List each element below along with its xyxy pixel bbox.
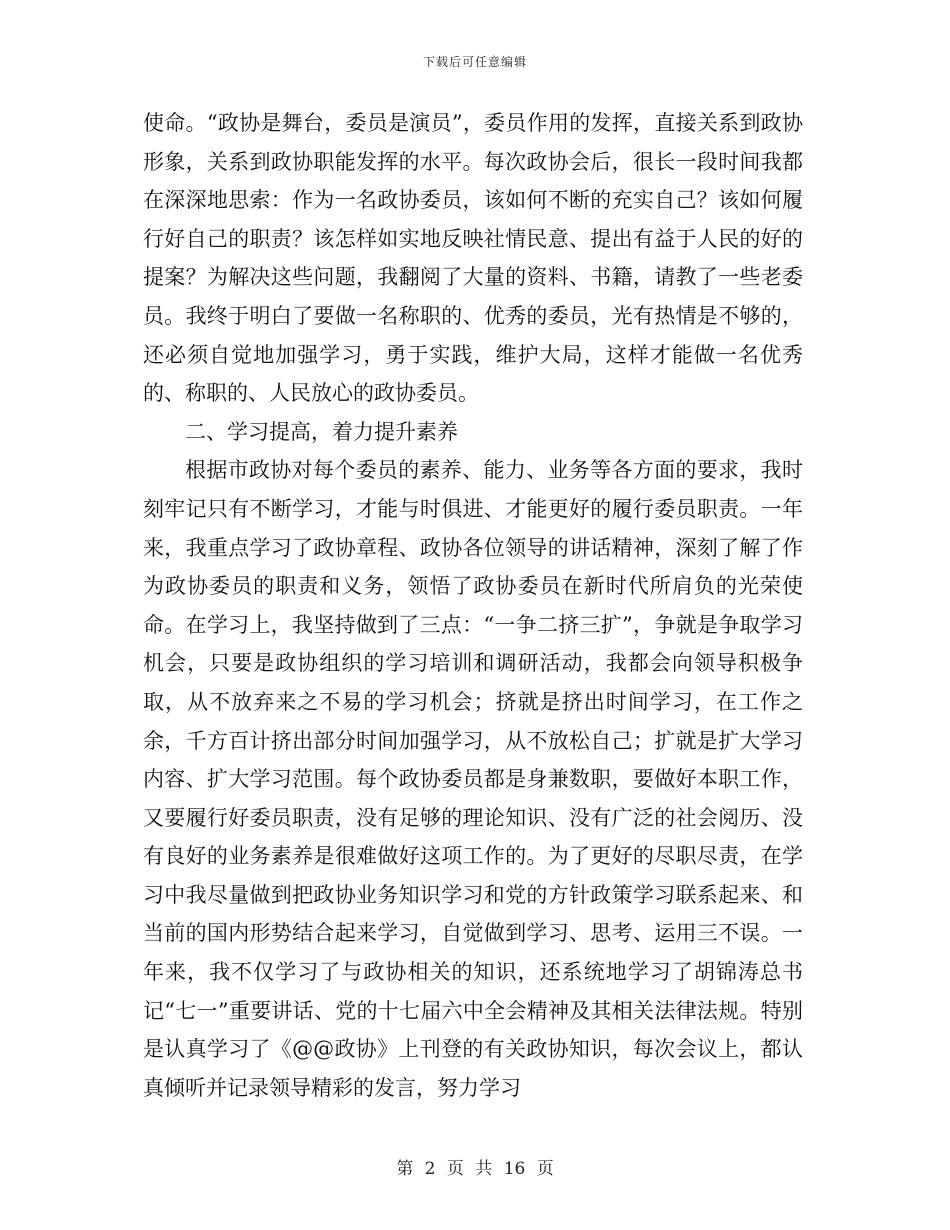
document-body: [143, 104, 803, 1107]
page-header: 下载后可任意编辑: [422, 55, 527, 69]
page-footer: 第 2 页 共 16 页: [396, 1159, 554, 1179]
section-heading: 二、学习提高，着力提升素养: [185, 419, 458, 444]
paragraph-study: 根据市政协对每个委员的素养、能力、业务等各方面的要求，我时刻牢记只有不断学习，才能与时俱进、才能更好的履行委员职责。一年来，我重点学习了政协章程、政协各位领导的讲话精神，深刻了解了作为政协委员的职责和义务，领悟了政协委员在新时代所肩负的光荣使命。在学习上，我坚持做到了三点：“一争二挤三扩”，争就是争取学习机会，只要是政协组织的学习培训和调研活动，我都会向领导积极争取，从不放弃来之不易的学习机会；挤就是挤出时间学习，在工作之余，千方百计挤出部分时间加强学习，从不放松自己；扩就是扩大学习内容、扩大学习范围。每个政协委员都是身兼数职，要做好本职工作，又要履行好委员职责，没有足够的理论知识、没有广泛的社会阅历、没有良好的业务素养是很难做好这项工作的。为了更好的尽职尽责，在学习中我尽量做到把政协业务知识学习和党的方针政策学习联系起来、和当前的国内形势结合起来学习，自觉做到学习、思考、运用三不误。一年来，我不仅学习了与政协相关的知识，还系统地学习了胡锦涛总书记“七一”重要讲话、党的十七届六中全会精神及其相关法律法规。特别是认真学习了《@@政协》上刊登的有关政协知识，每次会议上，都认真倾听并记录领导精彩的发言，努力学习: [143, 458, 803, 1100]
paragraph-continuation: 使命。“政协是舞台，委员是演员”，委员作用的发挥，直接关系到政协形象，关系到政协职能发挥的水平。每次政协会后，很长一段时间我都在深深地思索：作为一名政协委员，该如何不断的充实自己？该如何履行好自己的职责？该怎样如实地反映社情民意、提出有益于人民的好的提案？为解决这些问题，我翻阅了大量的资料、书籍，请教了一些老委员。我终于明白了要做一名称职的、优秀的委员，光有热情是不够的，还必须自觉地加强学习，勇于实践，维护大局，这样才能做一名优秀的、称职的、人民放心的政协委员。: [143, 111, 803, 406]
